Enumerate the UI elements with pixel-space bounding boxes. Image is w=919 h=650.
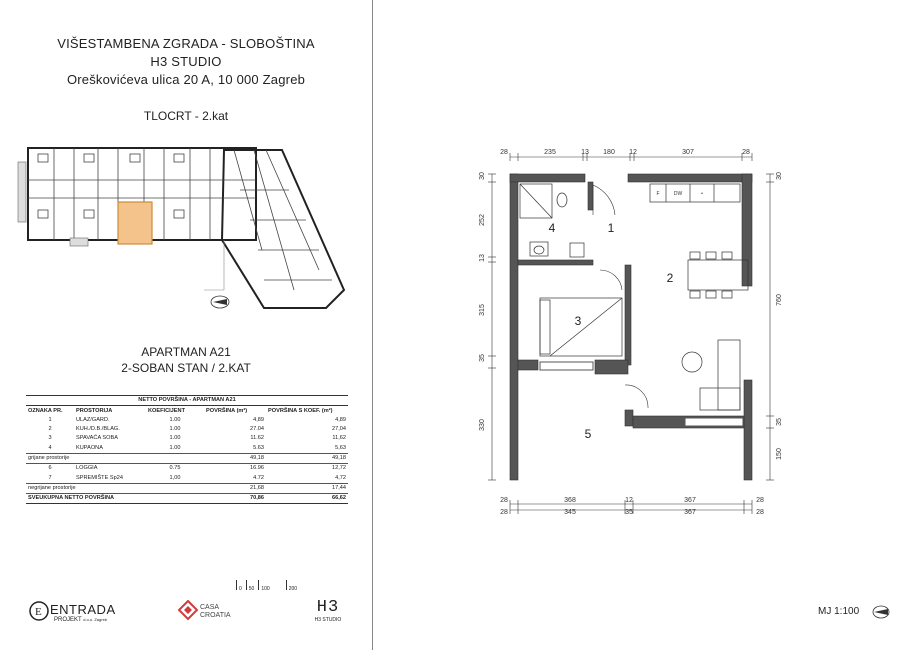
col-header: KOEFICIJENT [148,407,185,414]
room-id: 6 [48,465,52,472]
room-id: 4 [48,444,52,451]
project-address: Oreškovićeva ulica 20 A, 10 000 Zagreb [66,72,306,87]
table-row [26,434,348,443]
dim-bottom: 28 [756,497,764,504]
dim-top: 28 [742,149,750,156]
scale-tick: 100 [258,580,285,590]
room-id: 3 [48,435,52,442]
dim-left: 13 [479,254,486,262]
room-area: 4.72 [253,474,264,481]
room-id: 1 [48,416,52,423]
subtotal-row [26,453,348,463]
north-arrow-icon [872,604,890,620]
grand-total-row [26,493,348,503]
table-header-row [26,406,348,416]
subtotal-area: 21,68 [204,483,266,493]
subtotal-label: grijane prostorije [26,453,204,463]
room-area-coef: 27,04 [332,426,346,433]
table-row [26,416,348,425]
dim-bottom: 367 [684,497,696,504]
table-row [26,425,348,434]
page-divider [372,0,373,650]
dim-top: 307 [682,149,694,156]
apartment-floor-plan [470,140,790,530]
room-coef: 0.75 [169,465,181,472]
floor-title: TLOCRT - 2.kat [143,109,229,123]
room-area: 16.96 [250,465,264,472]
dim-left: 35 [479,354,486,362]
col-header: POVRŠINA (m²) [206,407,248,414]
svg-text:E: E [35,606,42,618]
dim-bottom: 35 [625,509,633,516]
croatia-text: CROATIA [200,612,231,619]
dim-bottom: 367 [684,509,696,516]
entrada-mark-icon [28,600,50,622]
dim-right: 35 [776,418,783,426]
entrada-small: d.o.o. Zagreb [83,617,108,622]
room-area: 4,89 [253,416,264,423]
entrada-sub: PROJEKT [54,617,82,623]
apartment-name: APARTMAN A21 [141,345,231,359]
kitchen-marker: • [701,191,703,197]
dim-left: 330 [479,419,486,431]
room-id: 2 [48,426,52,433]
dim-bottom: 28 [756,509,764,516]
h3-sub: H3 STUDIO [314,617,342,623]
dim-left: 30 [479,172,486,180]
room-area-coef: 5,63 [335,444,346,451]
scale-note: MJ 1:100 [818,606,860,617]
subtotal-label: negrijane prostorije [26,483,204,493]
dim-bottom: 12 [625,497,633,504]
table-row [26,443,348,453]
room-name: LOGGIA [76,465,98,472]
architect-name: H3 STUDIO [150,54,222,69]
kitchen-dishwasher-label: DW [673,191,683,197]
room-5-label: 5 [584,427,592,441]
casa-croatia-mark-icon [178,600,198,622]
room-area-coef: 11,62 [332,435,346,442]
table-row [26,473,348,483]
dim-top: 235 [544,149,556,156]
col-header: OZNAKA PR. [28,407,63,414]
room-coef: 1.00 [169,426,181,433]
subtotal-row [26,483,348,493]
room-name: KUPAONA [76,444,103,451]
dim-left: 315 [479,304,486,316]
subtotal-area: 49,18 [204,453,266,463]
dim-right: 150 [776,448,783,460]
scale-tick: 0 [236,580,246,590]
room-id: 7 [48,474,52,481]
col-header: POVRŠINA S KOEF. (m²) [268,407,333,414]
dim-top: 180 [603,149,615,156]
dim-right: 30 [776,172,783,180]
total-area-coef: 66,62 [266,493,348,503]
room-name: SPAVAĆA SOBA [76,435,118,442]
apartment-type: 2-SOBAN STAN / 2.KAT [121,361,251,375]
table-row [26,464,348,474]
room-2-label: 2 [666,271,674,285]
room-coef: 1,00 [169,474,181,481]
room-area: 11.62 [250,435,264,442]
room-name: KUH./D.B./BLAG. [76,426,120,433]
room-3-label: 3 [574,314,582,328]
dim-bottom: 28 [500,509,508,516]
dim-bottom: 28 [500,497,508,504]
room-area-coef: 12,72 [332,465,346,472]
col-header: PROSTORIJA [76,407,113,414]
project-title: VIŠESTAMBENA ZGRADA - SLOBOŠTINA [57,36,315,51]
room-1-label: 1 [607,221,615,235]
dim-bottom: 345 [564,509,576,516]
subtotal-area-coef: 49,18 [266,453,348,463]
total-label: SVEUKUPNA NETTO POVRŠINA [26,493,204,503]
table-caption: NETTO POVRŠINA - APARTMAN A21 [26,396,348,406]
room-area: 5.63 [253,444,264,451]
area-table [26,395,348,504]
room-coef: 1.00 [169,444,181,451]
dim-top: 28 [500,149,508,156]
key-floor-plan [14,140,354,330]
room-name: SPREMIŠTE Sp24 [76,474,123,481]
room-area: 27.04 [250,426,264,433]
room-area-coef: 4,89 [335,416,346,423]
kitchen-fridge-label: F [656,191,660,197]
room-4-label: 4 [548,221,556,235]
scale-bar [236,580,301,592]
room-coef: 1.00 [169,416,181,423]
room-coef: 1.00 [169,435,181,442]
dim-bottom: 368 [564,497,576,504]
subtotal-area-coef: 17,44 [266,483,348,493]
scale-tick: 200 [286,580,301,590]
h3-studio-logo [308,598,348,623]
casa-text: CASA [200,604,220,611]
dim-top: 13 [581,149,589,156]
total-area: 70,86 [204,493,266,503]
dim-right: 760 [776,294,783,306]
room-area-coef: 4,72 [335,474,346,481]
dim-top: 12 [629,149,637,156]
entrada-name: ENTRADA [50,602,116,617]
dim-left: 252 [479,214,486,226]
scale-tick: 50 [246,580,259,590]
h3-mark: H3 [316,598,340,617]
room-name: ULAZ/GARD. [76,416,110,423]
